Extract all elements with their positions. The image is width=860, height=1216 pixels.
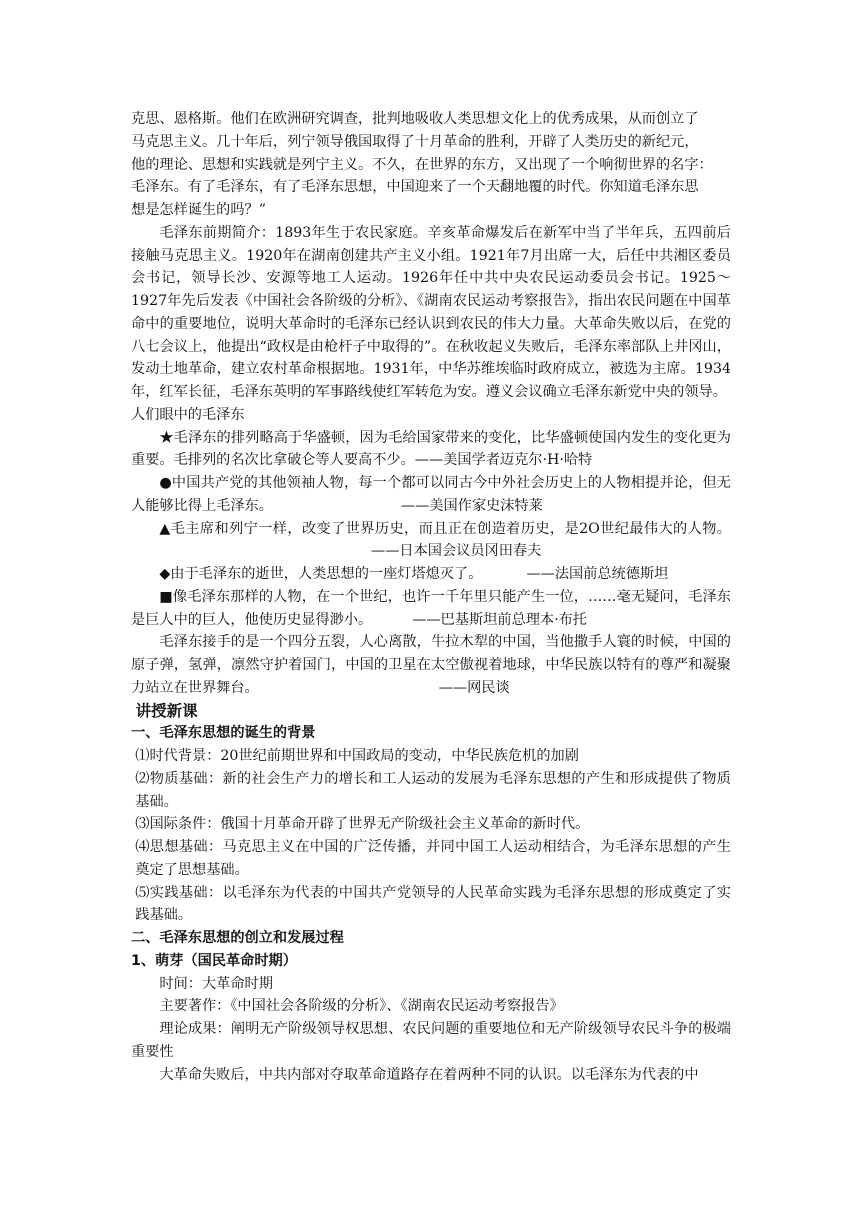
- lesson-title: 讲授新课: [135, 701, 198, 720]
- quote-bhutto-source: ——巴基斯坦前总理本·布托: [412, 611, 587, 628]
- intro-line-4: 毛泽东。有了毛泽东，有了毛泽东思想，中国迎来了一个天翻地覆的时代。你知道毛泽东思: [131, 179, 699, 196]
- subsection-1-title: 1、萌芽（国民革命时期）: [131, 952, 297, 969]
- quote-smedley-source: ——美国作家史沫特莱: [400, 497, 543, 514]
- background-item-1: ⑴时代背景：20世纪前期世界和中国政局的变动，中华民族危机的加剧: [135, 748, 579, 764]
- eyes-heading: 人们眼中的毛泽东: [131, 406, 245, 423]
- intro-line-5: 想是怎样诞生的吗？”: [131, 202, 266, 218]
- quote-hart: ★毛泽东的排列略高于华盛顿，因为毛给国家带来的变化，比华盛顿使国内发生的变化更为重要。毛排列的名次比拿破仑等人要高不少。——美国学者迈克尔·H·哈特: [131, 429, 731, 469]
- document-page: [131, 108, 731, 1086]
- quote-netizen-text: 毛泽东接手的是一个四分五裂，人心离散，牛拉木犁的中国，当他撒手人寰的时候，中国的原子弹，氢弹，凛然守护着国门，中国的卫星在太空傲视着地球，中华民族以特有的尊严和凝聚力站立在世界舞台。: [131, 634, 731, 696]
- quote-okada: [131, 518, 731, 564]
- quote-netizen-source: ——网民谈: [438, 679, 510, 696]
- after-failure-paragraph: 大革命失败后，中共内部对夺取革命道路存在着两种不同的认识。以毛泽东为代表的中: [159, 1066, 699, 1083]
- sprout-theory: 理论成果：阐明无产阶级领导权思想、农民问题的重要地位和无产阶级领导农民斗争的极端重要性: [131, 1021, 731, 1060]
- quote-destaing-source: ——法国前总统德斯坦: [526, 566, 669, 582]
- section-1-title: 一、毛泽东思想的诞生的背景: [131, 725, 316, 742]
- background-item-2: ⑵物质基础：新的社会生产力的增长和工人运动的发展为毛泽东思想的产生和形成提供了物质基础。: [135, 770, 731, 810]
- background-item-4: ⑷思想基础：马克思主义在中国的广泛传播，并同中国工人运动相结合，为毛泽东思想的产生奠定了思想基础。: [135, 839, 731, 878]
- background-item-3: ⑶国际条件：俄国十月革命开辟了世界无产阶级社会主义革命的新时代。: [135, 816, 590, 833]
- section-2-title: 二、毛泽东思想的创立和发展过程: [131, 930, 344, 946]
- sprout-time: 时间：大革命时期: [159, 975, 273, 992]
- intro-line-2: 马克思主义。几十年后，列宁领导俄国取得了十月革命的胜利，开辟了人类历史的新纪元，: [131, 133, 699, 150]
- quote-bhutto: [131, 586, 731, 632]
- quote-okada-source: ——日本国会议员冈田春夫: [371, 543, 542, 560]
- bio-paragraph: 毛泽东前期简介：1893年生于农民家庭。辛亥革命爆发后在新军中当了半年兵，五四前后接触马克思主义。1920年在湖南创建共产主义小组。1921年7月出席一大，后任中共湘区委员会书记，领导长沙、安源等地工人运动。1926年任中共中央农民运动委员会书记。1925～1927年先后发表《中国社会各阶级的分析》、《湖南农民运动考察报告》，指出农民问题在中国革命中的重要地位，说明大革命时的毛泽东已经认识到农民的伟大力量。大革命失败以后，在党的八七会议上，他提出“政权是由枪杆子中取得的”。在秋收起义失败后，毛泽东率部队上井冈山，发动土地革命，建立农村革命根据地。1931年，中华苏维埃临时政府成立，被选为主席。1934年，红军长征，毛泽东英明的军事路线使红军转危为安。遵义会议确立毛泽东新党中央的领导。: [131, 224, 731, 400]
- quote-okada-text: ▲毛主席和列宁一样，改变了世界历史，而且正在创造着历史，是2O世纪最伟大的人物。: [159, 520, 731, 537]
- quote-netizen: [131, 631, 731, 699]
- quote-smedley-text: ●中国共产党的其他领袖人物，每一个都可以同古今中外社会历史上的人物相提并论，但无人能够比得上毛泽东。: [131, 475, 731, 514]
- quote-smedley: [131, 472, 731, 518]
- sprout-works: 主要著作：《中国社会各阶级的分析》、《湖南农民运动考察报告》: [159, 998, 564, 1015]
- quote-bhutto-text: ■像毛泽东那样的人物，在一个世纪，也许一千年里只能产生一位，……毫无疑问，毛泽东是巨人中的巨人，他使历史显得渺小。: [131, 588, 731, 628]
- intro-line-1: 克思、恩格斯。他们在欧洲研究调查，批判地吸收人类思想文化上的优秀成果，从而创立了: [131, 111, 699, 127]
- quote-destaing: [131, 563, 731, 586]
- background-item-5: ⑸实践基础：以毛泽东为代表的中国共产党领导的人民革命实践为毛泽东思想的形成奠定了实践基础。: [135, 884, 731, 924]
- intro-line-3: 他的理论、思想和实践就是列宁主义。不久，在世界的东方，又出现了一个响彻世界的名字：: [131, 156, 713, 173]
- quote-destaing-text: ◆由于毛泽东的逝世，人类思想的一座灯塔熄灭了。: [159, 566, 483, 582]
